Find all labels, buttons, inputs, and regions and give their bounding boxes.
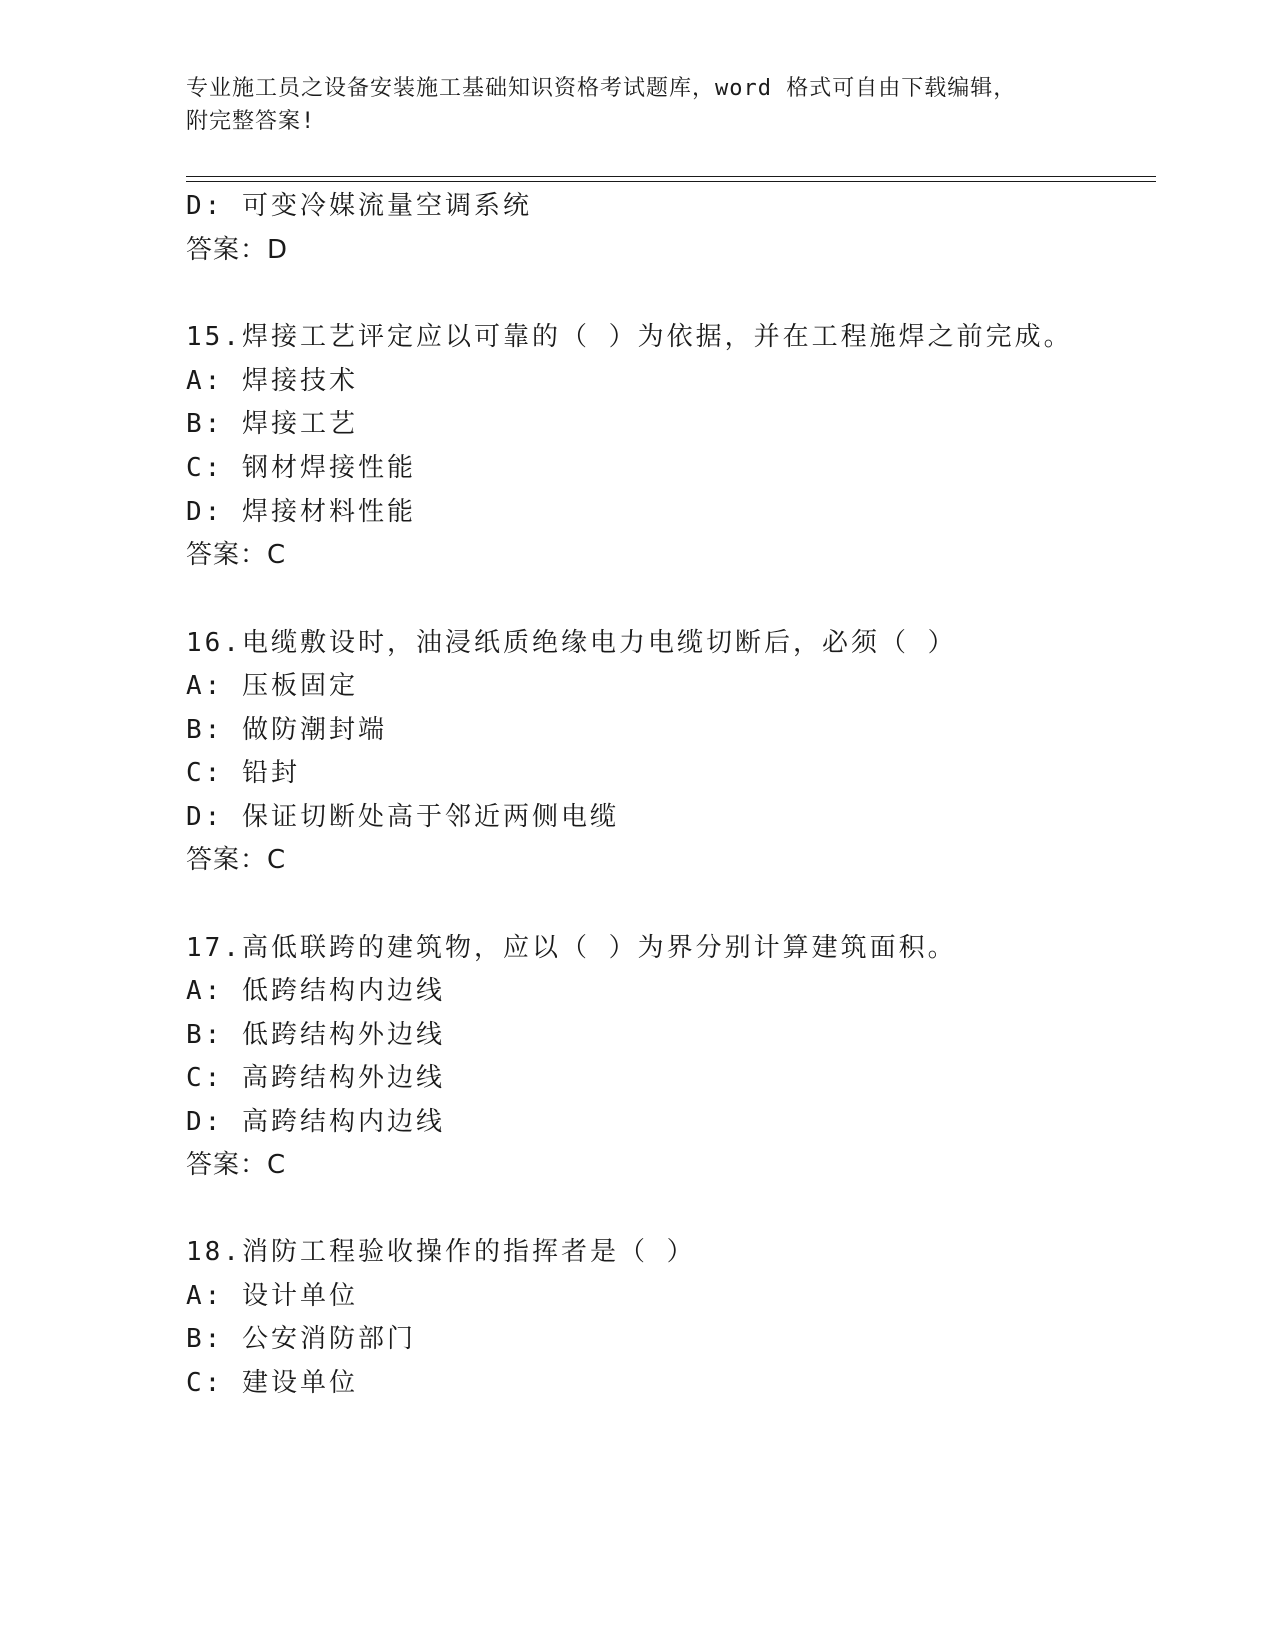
header-line-1: 专业施工员之设备安装施工基础知识资格考试题库，word 格式可自由下载编辑， bbox=[186, 76, 1017, 101]
q18-stem: 18.消防工程验收操作的指挥者是（ ） bbox=[186, 1237, 696, 1267]
q17-stem: 17.高低联跨的建筑物，应以（ ）为界分别计算建筑面积。 bbox=[186, 933, 957, 963]
q17-option-b: B: 低跨结构外边线 bbox=[186, 1020, 445, 1050]
q16-option-c: C: 铅封 bbox=[186, 758, 300, 788]
q18-option-c: C: 建设单位 bbox=[186, 1368, 358, 1398]
q18-option-a: A: 设计单位 bbox=[186, 1281, 358, 1311]
q17-option-c: C: 高跨结构外边线 bbox=[186, 1063, 445, 1093]
q18-option-b: B: 公安消防部门 bbox=[186, 1324, 416, 1354]
q17-option-a: A: 低跨结构内边线 bbox=[186, 976, 445, 1006]
prev-option-d: D: 可变冷媒流量空调系统 bbox=[186, 191, 532, 221]
q15-answer: 答案：C bbox=[186, 540, 287, 570]
q15-option-b: B: 焊接工艺 bbox=[186, 409, 358, 439]
q15-option-c: C: 钢材焊接性能 bbox=[186, 453, 416, 483]
q16-answer: 答案：C bbox=[186, 845, 287, 875]
q16-option-d: D: 保证切断处高于邻近两侧电缆 bbox=[186, 802, 619, 832]
q16-stem: 16.电缆敷设时，油浸纸质绝缘电力电缆切断后，必须（ ） bbox=[186, 628, 957, 658]
header-divider-bottom bbox=[186, 181, 1156, 182]
q15-option-a: A: 焊接技术 bbox=[186, 366, 358, 396]
document-header bbox=[186, 72, 1086, 138]
q17-answer: 答案：C bbox=[186, 1150, 287, 1180]
q16-option-b: B: 做防潮封端 bbox=[186, 715, 387, 745]
q15-option-d: D: 焊接材料性能 bbox=[186, 497, 416, 527]
header-divider-top bbox=[186, 176, 1156, 177]
q17-option-d: D: 高跨结构内边线 bbox=[186, 1107, 445, 1137]
q15-stem: 15.焊接工艺评定应以可靠的（ ）为依据，并在工程施焊之前完成。 bbox=[186, 322, 1073, 352]
header-line-2: 附完整答案! bbox=[186, 109, 316, 134]
prev-answer: 答案：D bbox=[186, 235, 289, 265]
q16-option-a: A: 压板固定 bbox=[186, 671, 358, 701]
